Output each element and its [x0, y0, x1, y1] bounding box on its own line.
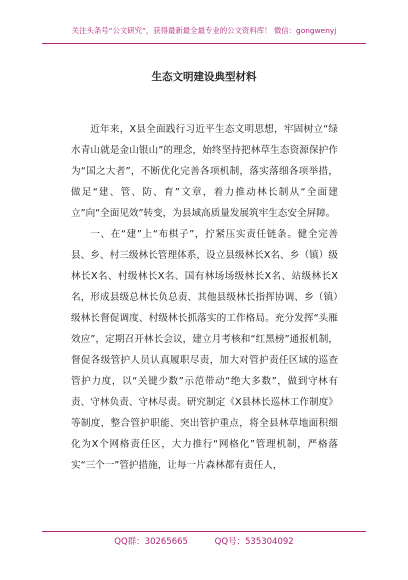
footer-qq-group: QQ群：30265665 [114, 537, 188, 547]
footer [0, 535, 408, 547]
body-paragraph: 近年来，X县全面践行习近平生态文明思想，牢固树立“绿水青山就是金山银山”的理念，始终坚持把林草生态资源保护作为“国之大者”，不断优化完善各项机制，落实落细各项举措，做足“建、管、防、育”文章，着力推动林长制从“全面建立”向“全面见效”转变，为县域高质量发展筑牢生态安全屏障。 [71, 124, 338, 219]
document-title: 生态文明建设典型材料 [151, 71, 257, 83]
document-body [71, 119, 338, 476]
header-divider [42, 43, 366, 44]
body-paragraph: 一、在“建”上“布棋子”，拧紧压实责任链条。健全完善县、乡、村三级林长管理体系，设立县级林长X名、乡（镇）级林长X名、村级林长X名、国有林场场级林长X名、站级林长X名，形成县级总林长负总责、其他县级林长指挥协调、乡（镇）级林长督促调度、村级林长抓落实的工作格局。充分发挥“头雁效应”，定期召开林长会议，建立月考核和“红黑榜”通报机制，督促各级管护人员认真履职尽责，加大对管护责任区域的巡查管护力度，以“关键少数”示范带动“绝大多数”，做到守林有责、守林负责、守林尽责。研究制定《X县林长巡林工作制度》等制度，整合管护职能、突出管护重点，将全县林草地面积细化为X个网格责任区，大力推行“网格化”管理机制，严格落实“三个一”管护措施，让每一片森林都有责任人， [71, 229, 338, 471]
footer-qq-number: QQ号：535304092 [214, 537, 294, 547]
footer-divider [42, 531, 366, 532]
header-banner: 关注头条号“公文研究”，获得最新最全最专业的公文资料库！ 微信：gongwenyj [71, 26, 337, 35]
